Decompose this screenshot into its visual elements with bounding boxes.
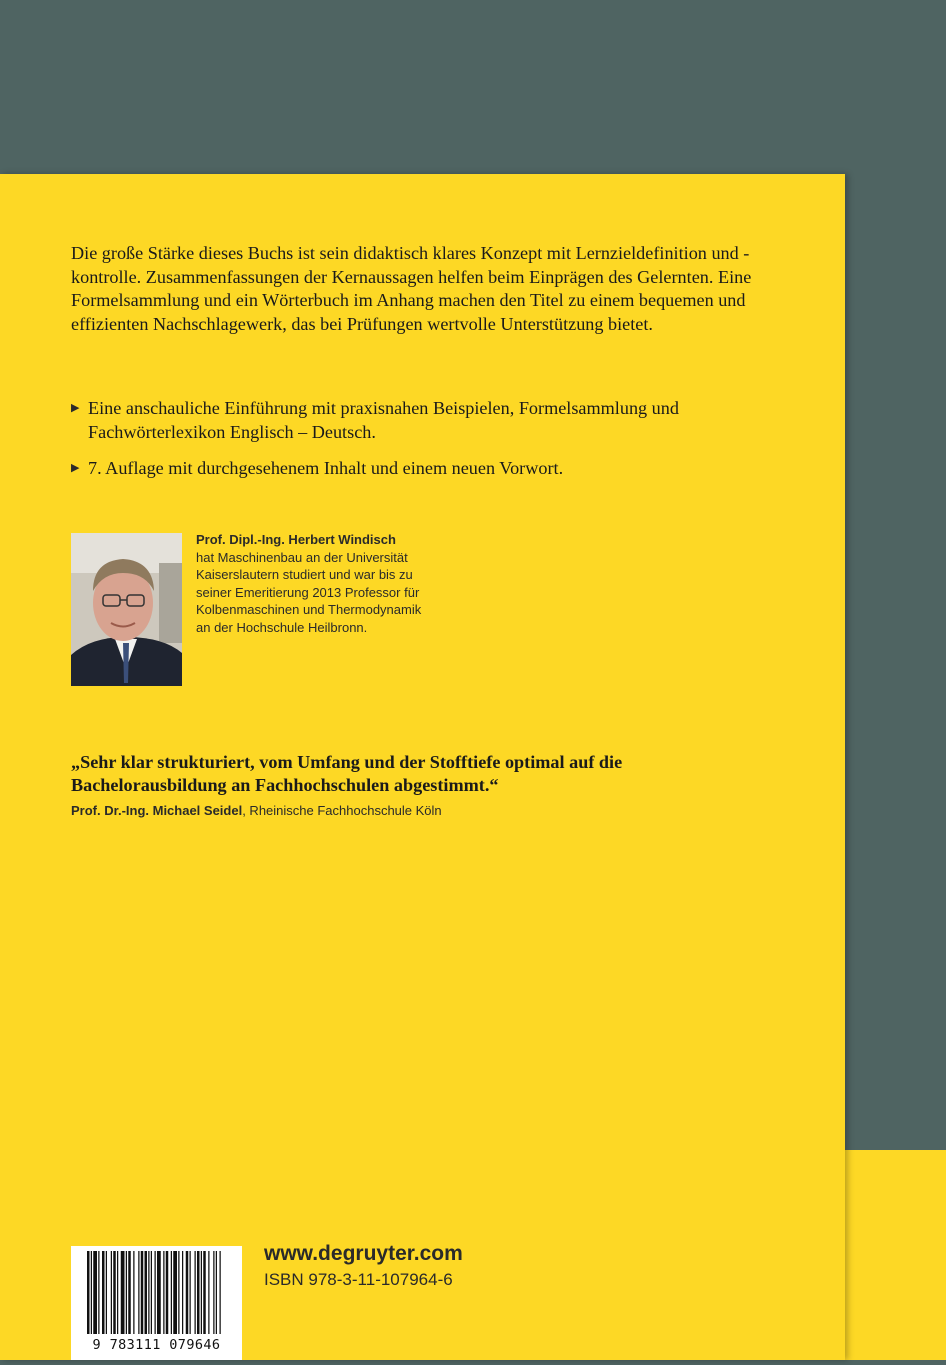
- back-cover: [0, 174, 845, 1360]
- isbn-text: ISBN 978-3-11-107964-6: [264, 1270, 453, 1289]
- author-photo: [71, 533, 182, 686]
- barcode-digits: 9 783111 079646: [92, 1337, 221, 1353]
- bullet-text: 7. Auflage mit durchgesehenem Inhalt und einem neuen Vorwort.: [88, 458, 564, 478]
- author-portrait-image: [71, 533, 182, 686]
- quote-author-name: Prof. Dr.-Ing. Michael Seidel: [71, 803, 243, 818]
- review-quote: „Sehr klar strukturiert, vom Umfang und der Stofftiefe optimal auf die Bachelorausbildung an Fachhochschulen abgestimmt.“: [71, 752, 623, 796]
- triangle-right-icon: ▶: [71, 462, 80, 474]
- author-name: Prof. Dipl.-Ing. Herbert Windisch: [196, 532, 396, 547]
- adjacent-cover-edge: [845, 1150, 946, 1360]
- quote-attribution: [71, 803, 442, 818]
- author-bio: [196, 531, 436, 637]
- triangle-right-icon: ▶: [71, 402, 80, 414]
- author-bio-text: hat Maschinenbau an der Universität Kaiserslautern studiert und war bis zu seiner Emeritierung 2013 Professor für Kolbenmaschinen und Thermodynamik an der Hochschule Heilbronn.: [196, 549, 422, 635]
- quote-author-affiliation: , Rheinische Fachhochschule Köln: [242, 803, 442, 818]
- intro-paragraph: Die große Stärke dieses Buchs ist sein didaktisch klares Konzept mit Lernzieldefinition und -kontrolle. Zusammenfassungen der Kernaussagen helfen beim Einprägen des Gelernten. Eine Formelsammlung und ein Wörterbuch im Anhang machen den Titel zu einem bequemen und effizienten Nachschlagewerk, das bei Prüfungen wertvolle Unterstützung bietet.: [71, 243, 752, 334]
- bullet-text: Eine anschauliche Einführung mit praxisnahen Beispielen, Formelsammlung und Fachwörterlexikon Englisch – Deutsch.: [88, 398, 679, 442]
- list-item: [71, 396, 771, 444]
- publisher-website[interactable]: www.degruyter.com: [264, 1242, 463, 1265]
- list-item: [71, 456, 771, 480]
- isbn-barcode: [71, 1246, 242, 1360]
- feature-list: [71, 396, 771, 492]
